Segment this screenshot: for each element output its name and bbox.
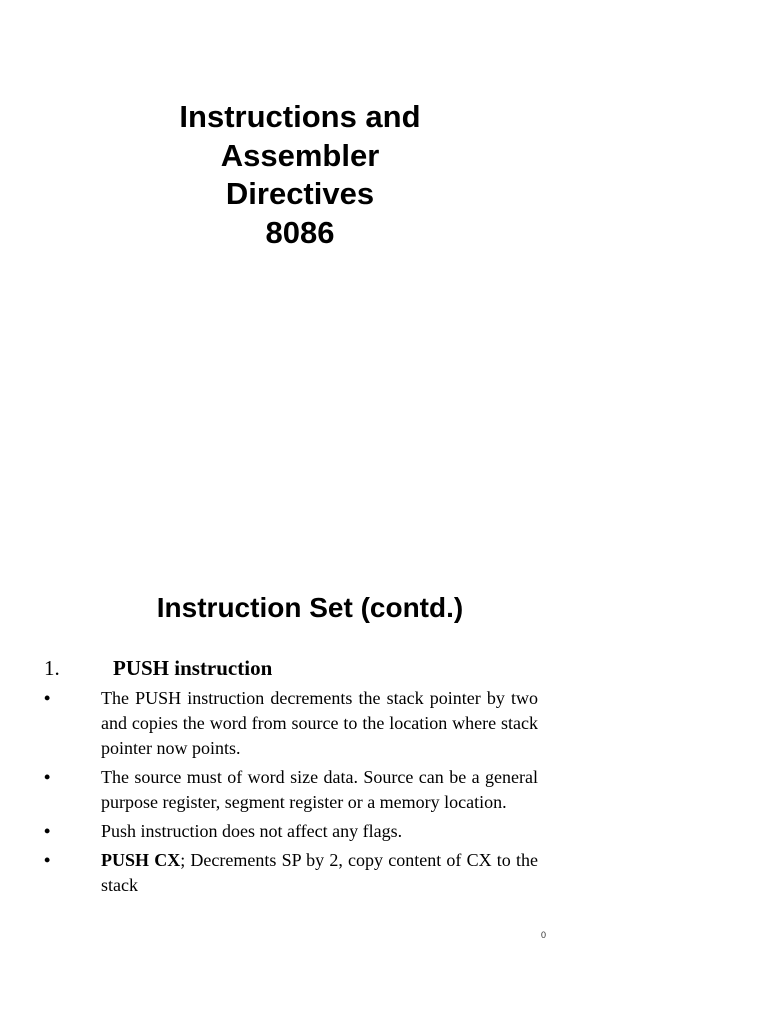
section-heading: Instruction Set (contd.) (156, 592, 464, 623)
bullet-item (44, 819, 538, 844)
bullet-marker: • (44, 688, 51, 708)
bullet-body: The PUSH instruction decrements the stack pointer by two and copies the word from source to the location where stack pointer now points. (101, 688, 538, 758)
numbered-item-heading (44, 653, 272, 683)
bullet-body: The source must of word size data. Source can be a general purpose register, segment register or a memory location. (101, 767, 538, 812)
document-title (100, 98, 500, 252)
bullet-item (44, 686, 538, 761)
title-line-3: Directives (225, 176, 375, 211)
bullet-item (44, 765, 538, 815)
title-line-1: Instructions and (179, 99, 421, 134)
item-heading: PUSH instruction (113, 656, 273, 680)
bullet-lead: PUSH CX (101, 850, 181, 870)
bullet-item (44, 848, 538, 898)
bullet-marker: • (44, 767, 51, 787)
item-number: 1. (44, 656, 60, 680)
bullet-marker: • (44, 850, 51, 870)
bullet-marker: • (44, 821, 51, 841)
bullet-text (101, 819, 538, 844)
bullet-text (101, 765, 538, 815)
bullet-text (101, 686, 538, 761)
page-number: 0 (541, 930, 547, 940)
bullet-text (101, 848, 538, 898)
title-line-4: 8086 (265, 214, 335, 250)
title-line-2: Assembler (220, 137, 380, 173)
bullet-body: ; Decrements SP by 2, copy content of CX to the stack (101, 850, 538, 895)
bullet-list (44, 686, 538, 902)
bullet-body: Push instruction does not affect any flags. (101, 821, 403, 841)
